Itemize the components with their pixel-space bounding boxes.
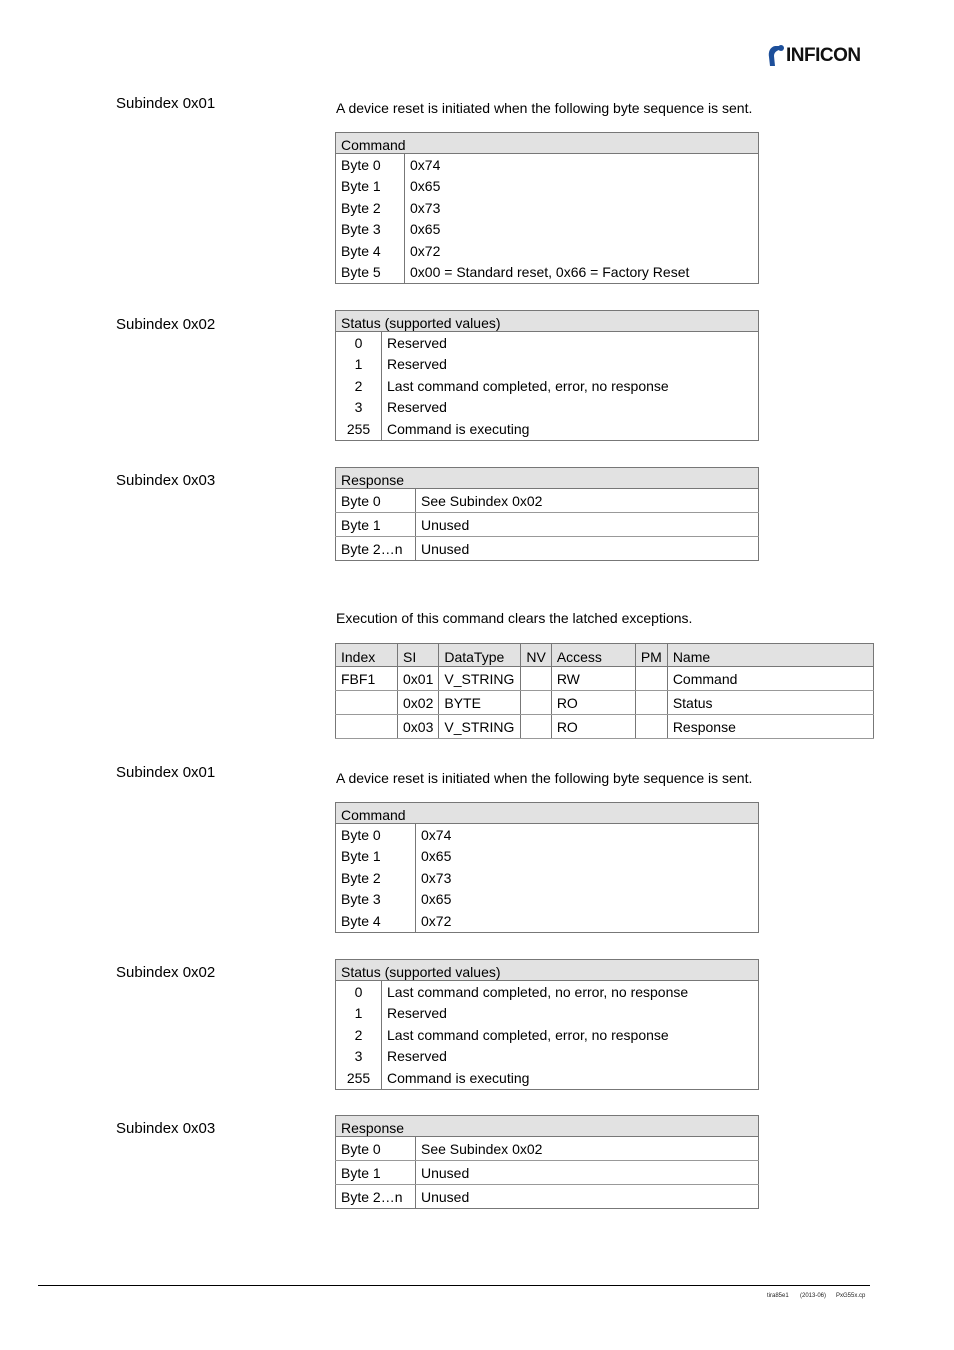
table-row: Byte 4 0x72	[336, 240, 759, 262]
table-row: Byte 0 See Subindex 0x02	[336, 489, 759, 513]
table-row: 255 Command is executing	[336, 418, 759, 440]
footer-file: PxG55x.cp	[836, 1293, 866, 1299]
table-header: Command	[336, 133, 759, 154]
table-row: 0 Reserved	[336, 332, 759, 354]
table-row: 0x03 V_STRING RO Response	[336, 715, 874, 739]
inficon-logo	[766, 44, 870, 68]
response-table	[335, 1115, 759, 1209]
table-row: Byte 2 0x73	[336, 197, 759, 219]
table-row: Byte 1 0x65	[336, 176, 759, 198]
footer-divider	[38, 1285, 870, 1286]
subindex-label: Subindex 0x03	[116, 472, 216, 489]
table-row: Byte 2 0x73	[336, 867, 759, 889]
table-header-row	[336, 644, 874, 667]
response-table	[335, 467, 759, 561]
table-row: Byte 0 0x74	[336, 154, 759, 176]
column-header: PM	[635, 644, 667, 667]
table-row: 0 Last command completed, no error, no response	[336, 981, 759, 1003]
column-header: SI	[398, 644, 439, 667]
table-row: 0x02 BYTE RO Status	[336, 691, 874, 715]
table-row: 2 Last command completed, error, no response	[336, 1024, 759, 1046]
table-row: 1 Reserved	[336, 354, 759, 376]
column-header: NV	[521, 644, 551, 667]
index-table	[335, 643, 874, 739]
table-row: Byte 0 0x74	[336, 824, 759, 846]
subindex-label: Subindex 0x01	[116, 764, 216, 781]
table-row: 3 Reserved	[336, 397, 759, 419]
table-row: Byte 3 0x65	[336, 219, 759, 241]
table-header: Command	[336, 803, 759, 824]
table-row: Byte 1 Unused	[336, 513, 759, 537]
subindex-label: Subindex 0x03	[116, 1120, 216, 1137]
status-table	[335, 959, 759, 1090]
command-table	[335, 132, 759, 284]
column-header: Name	[667, 644, 873, 667]
footer-doc-id: tira85e1	[767, 1293, 789, 1299]
subindex-label: Subindex 0x01	[116, 95, 216, 112]
inficon-logo-icon	[766, 44, 786, 68]
intro-text: A device reset is initiated when the following byte sequence is sent.	[336, 770, 753, 786]
column-header: Index	[336, 644, 398, 667]
table-row: Byte 1 0x65	[336, 846, 759, 868]
logo-text: INFICON	[786, 45, 861, 66]
table-header: Response	[336, 1116, 759, 1137]
intro-text: Execution of this command clears the latched exceptions.	[336, 610, 693, 626]
table-header: Status (supported values)	[336, 960, 759, 981]
subindex-label: Subindex 0x02	[116, 316, 216, 333]
footer-date: (2013-06)	[800, 1293, 827, 1299]
table-row: Byte 1 Unused	[336, 1161, 759, 1185]
table-row: Byte 0 See Subindex 0x02	[336, 1137, 759, 1161]
table-row: Byte 5 0x00 = Standard reset, 0x66 = Factory Reset	[336, 262, 759, 284]
column-header: Access	[551, 644, 635, 667]
table-row: 2 Last command completed, error, no response	[336, 375, 759, 397]
table-row: Byte 3 0x65	[336, 889, 759, 911]
table-row: 255 Command is executing	[336, 1067, 759, 1089]
command-table	[335, 802, 759, 933]
table-row: Byte 2…n Unused	[336, 537, 759, 561]
table-row: 3 Reserved	[336, 1046, 759, 1068]
status-table	[335, 310, 759, 441]
table-header: Response	[336, 468, 759, 489]
table-row: FBF1 0x01 V_STRING RW Command	[336, 667, 874, 691]
table-row: Byte 4 0x72	[336, 910, 759, 932]
table-row: Byte 2…n Unused	[336, 1185, 759, 1209]
column-header: DataType	[439, 644, 521, 667]
subindex-label: Subindex 0x02	[116, 964, 216, 981]
table-row: 1 Reserved	[336, 1003, 759, 1025]
table-header: Status (supported values)	[336, 311, 759, 332]
intro-text: A device reset is initiated when the following byte sequence is sent.	[336, 100, 753, 116]
